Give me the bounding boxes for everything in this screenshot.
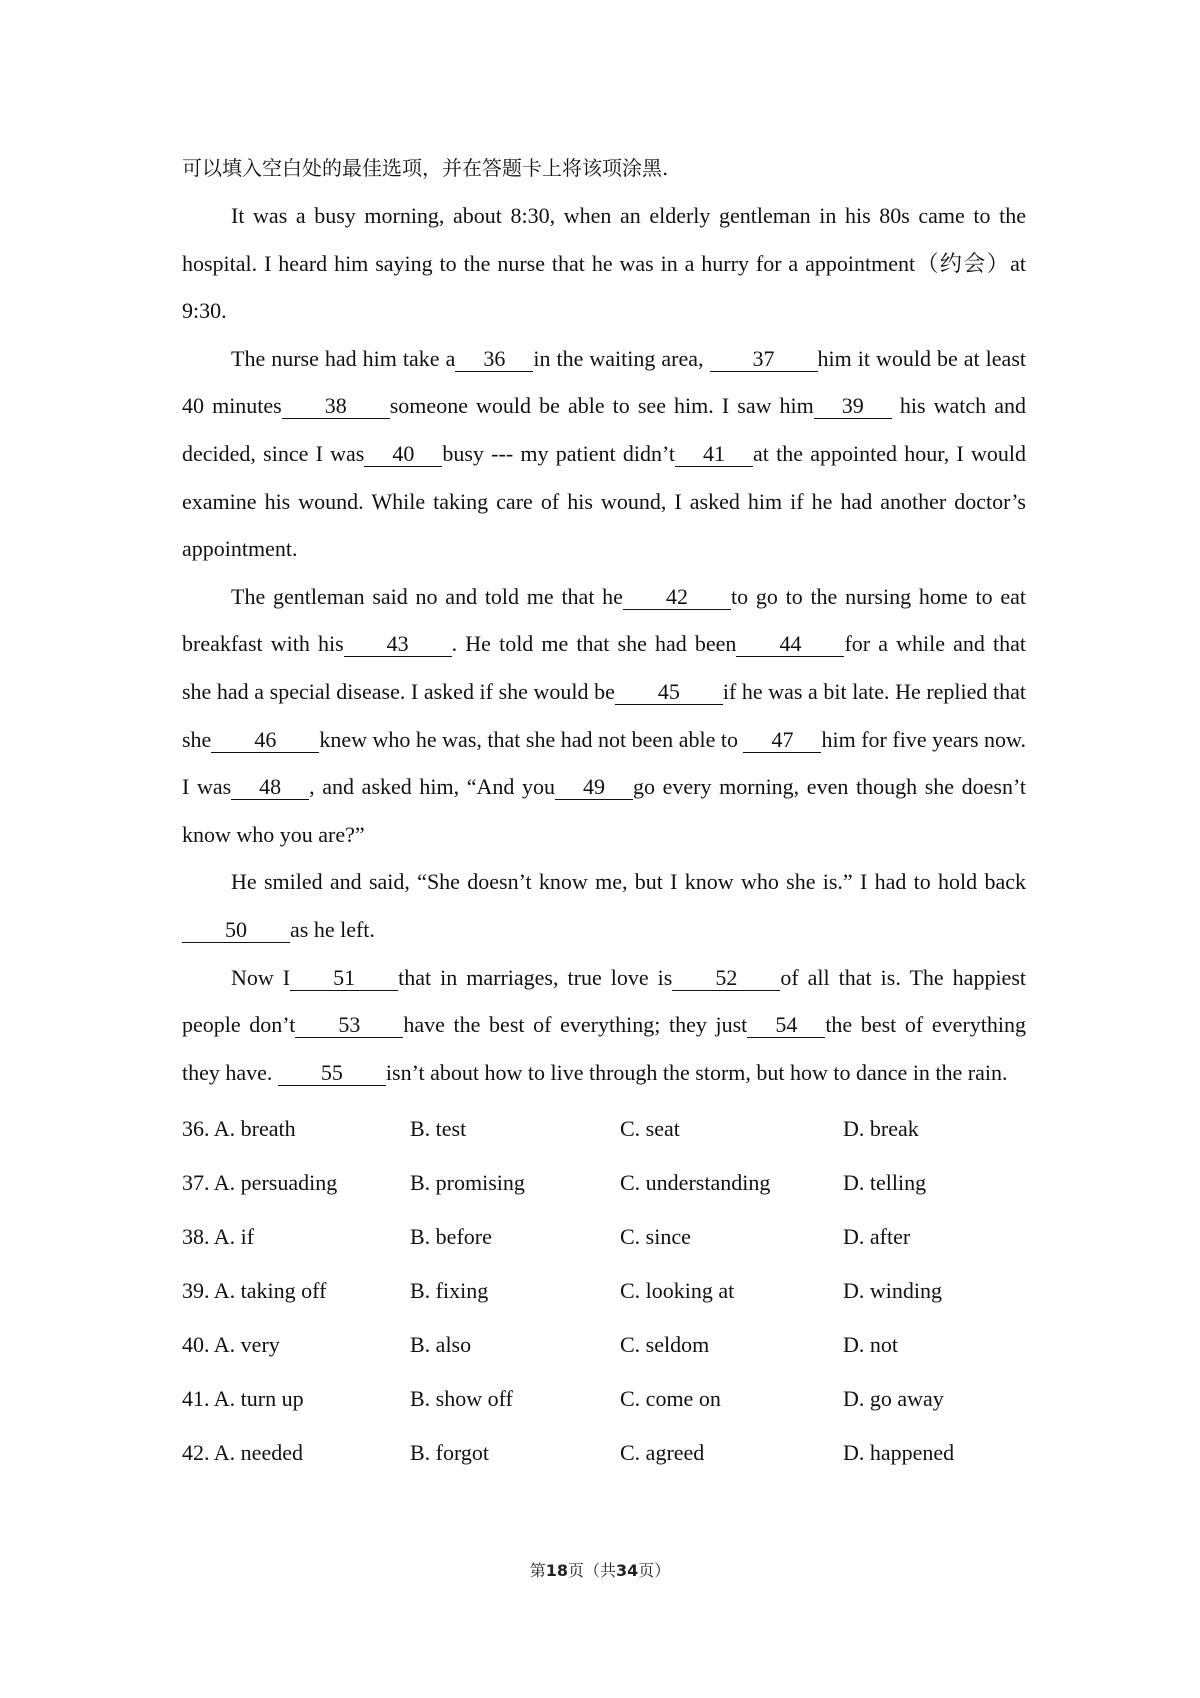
blank-44: 44 <box>736 632 844 657</box>
question-row <box>182 1372 1026 1426</box>
option-b: B. test <box>410 1116 467 1142</box>
passage-paragraph-4 <box>182 858 1026 953</box>
passage-text: him it would be at least 40 minutes <box>182 345 1026 419</box>
passage-text: of all that is. The happiest people don’t <box>182 964 1026 1038</box>
footer-prefix: 第 <box>529 1561 546 1580</box>
option-b: B. fixing <box>410 1278 489 1304</box>
passage-text: that in marriages, true love is <box>398 964 673 990</box>
blank-54: 54 <box>747 1013 825 1038</box>
passage-paragraph-5 <box>182 954 1026 1097</box>
passage-text: The gentleman said no and told me that he <box>231 583 623 609</box>
passage-text: someone would be able to see him. I saw him <box>389 393 814 419</box>
blank-42: 42 <box>623 585 731 610</box>
blank-39: 39 <box>814 394 892 419</box>
answer-options <box>182 1102 1026 1480</box>
blank-53: 53 <box>295 1013 403 1038</box>
passage-paragraph-3 <box>182 573 1026 859</box>
passage-text: . He told me that she had been <box>451 631 737 657</box>
blank-50: 50 <box>182 918 290 943</box>
passage-text: go every morning, even though she doesn’t know who you are?” <box>182 774 1027 847</box>
option-d: D. after <box>843 1224 911 1250</box>
blank-43: 43 <box>344 632 452 657</box>
option-a: 37. A. persuading <box>182 1170 338 1196</box>
passage-text: , and asked him, “And you <box>309 774 556 800</box>
option-d: D. go away <box>843 1386 944 1412</box>
option-d: D. happened <box>843 1440 955 1466</box>
option-b: B. before <box>410 1224 492 1250</box>
footer-suffix: 页） <box>638 1561 671 1580</box>
option-d: D. winding <box>843 1278 942 1304</box>
blank-49: 49 <box>555 775 633 800</box>
option-c: C. since <box>620 1224 691 1250</box>
option-c: C. looking at <box>620 1278 735 1304</box>
blank-47: 47 <box>743 728 821 753</box>
passage-text: in the waiting area, <box>533 345 704 371</box>
option-a: 38. A. if <box>182 1224 255 1250</box>
blank-40: 40 <box>364 442 442 467</box>
passage-text: if he was a bit late. He replied that she <box>182 678 1026 752</box>
passage-text: at the appointed hour, I would examine his wound. While taking care of his wound, I asked him if he had another doctor’s appointment. <box>182 440 1026 562</box>
option-a: 41. A. turn up <box>182 1386 304 1412</box>
passage-text: the best of everything they have. <box>182 1012 1026 1085</box>
passage-text: The nurse had him take a <box>231 345 456 371</box>
blank-51: 51 <box>290 966 398 991</box>
passage-text: He smiled and said, “She doesn’t know me, but I know who she is.” I had to hold back <box>231 869 1026 895</box>
passage-text: isn’t about how to live through the storm, but how to dance in the rain. <box>385 1059 1008 1085</box>
option-b: B. show off <box>410 1386 513 1412</box>
passage-text: have the best of everything; they just <box>403 1012 748 1038</box>
passage-text: to go to the nursing home to eat breakfast with his <box>182 583 1026 657</box>
question-row <box>182 1318 1026 1372</box>
question-row <box>182 1426 1026 1480</box>
option-c: C. seldom <box>620 1332 710 1358</box>
option-b: B. also <box>410 1332 472 1358</box>
option-d: D. telling <box>843 1170 927 1196</box>
option-d: D. break <box>843 1116 919 1142</box>
question-row <box>182 1156 1026 1210</box>
footer-page-number: 18 <box>545 1561 568 1580</box>
blank-36: 36 <box>455 347 533 372</box>
passage-text: knew who he was, that she had not been able to <box>319 726 738 752</box>
option-c: C. come on <box>620 1386 721 1412</box>
option-a: 39. A. taking off <box>182 1278 327 1304</box>
blank-48: 48 <box>231 775 309 800</box>
option-c: C. understanding <box>620 1170 771 1196</box>
passage-text: as he left. <box>290 916 375 942</box>
option-a: 36. A. breath <box>182 1116 296 1142</box>
passage-text: for a while and that she had a special disease. I asked if she would be <box>182 631 1026 704</box>
passage-text: busy --- my patient didn’t <box>442 440 676 466</box>
option-c: C. seat <box>620 1116 680 1142</box>
blank-45: 45 <box>615 680 723 705</box>
option-b: B. forgot <box>410 1440 490 1466</box>
passage-text: It was a busy morning, about 8:30, when an elderly gentleman in his 80s came to the hospital. I heard him saying to the nurse that he was in a hurry for a appointment（约会）at 9:30. <box>182 203 1026 324</box>
footer-middle: 页（共 <box>567 1561 616 1580</box>
passage-text: his watch and decided, since I was <box>182 393 1027 466</box>
question-row <box>182 1102 1026 1156</box>
blank-38: 38 <box>282 394 390 419</box>
passage-text: Now I <box>231 964 291 990</box>
passage-paragraph-2 <box>182 335 1026 573</box>
document-page <box>182 144 1026 1480</box>
blank-41: 41 <box>675 442 753 467</box>
question-row <box>182 1264 1026 1318</box>
blank-46: 46 <box>211 728 319 753</box>
blank-37: 37 <box>710 347 818 372</box>
option-c: C. agreed <box>620 1440 705 1466</box>
blank-55: 55 <box>278 1061 386 1086</box>
passage-text: him for five years now. I was <box>182 726 1026 800</box>
option-d: D. not <box>843 1332 898 1358</box>
page-number-footer <box>0 1558 1200 1581</box>
blank-52: 52 <box>672 966 780 991</box>
footer-total-pages: 34 <box>616 1561 639 1580</box>
option-a: 42. A. needed <box>182 1440 303 1466</box>
option-b: B. promising <box>410 1170 525 1196</box>
question-row <box>182 1210 1026 1264</box>
instruction-text: 可以填入空白处的最佳选项，并在答题卡上将该项涂黑. <box>182 156 669 180</box>
passage-paragraph-1 <box>182 192 1026 335</box>
option-a: 40. A. very <box>182 1332 280 1358</box>
